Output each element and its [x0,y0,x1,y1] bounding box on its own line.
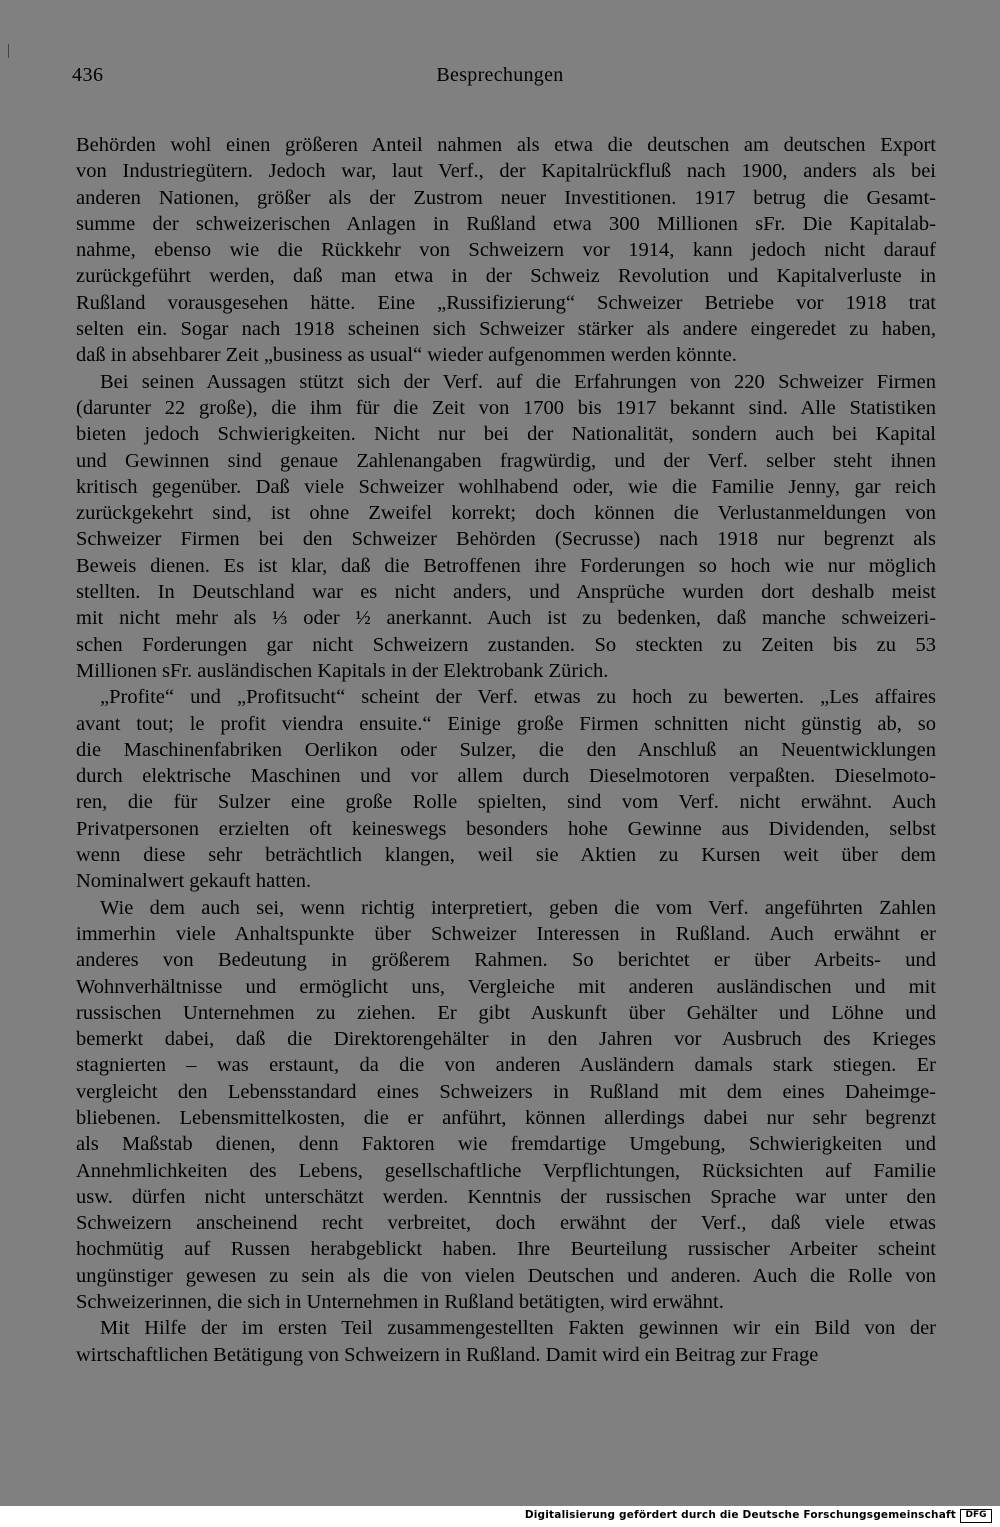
paragraph [76,132,936,369]
text-line: summe der schweizerischen Anlagen in Rußland etwa 300 Millionen sFr. Die Kapitalab- [76,212,936,235]
text-line: anderes von Bedeutung in größerem Rahmen. So berichtet er über Arbeits- und [76,949,936,972]
text-line: wenn diese sehr beträchtlich klangen, weil sie Aktien zu Kursen weit über dem [76,844,936,867]
text-line: Schweizerinnen, die sich in Unternehmen in Rußland betätigten, wird erwähnt. [76,1291,724,1314]
text-line: ungünstiger gewesen zu sein als die von vielen Deutschen und anderen. Auch die Rolle von [76,1264,936,1287]
text-line: Millionen sFr. ausländischen Kapitals in der Elektrobank Zürich. [76,659,609,682]
text-line: schen Forderungen gar nicht Schweizern zustanden. So steckten zu Zeiten bis zu 53 [76,633,936,656]
text-line: Schweizer Firmen bei den Schweizer Behörden (Secrusse) nach 1918 nur begrenzt als [76,528,936,551]
text-line: die Maschinenfabriken Oerlikon oder Sulzer, die den Anschluß an Neuentwicklungen [76,738,936,761]
text-line: als Maßstab dienen, denn Faktoren wie fremdartige Umgebung, Schwierigkeiten und [76,1133,936,1156]
text-line: Mit Hilfe der im ersten Teil zusammengestellten Fakten gewinnen wir ein Bild von der [100,1317,936,1340]
text-line: vergleicht den Lebensstandard eines Schweizers in Rußland mit dem eines Daheimge- [76,1080,936,1103]
text-line: zurückgekehrt sind, ist ohne Zweifel korrekt; doch können die Verlustanmeldungen von [76,502,936,525]
text-line: Annehmlichkeiten des Lebens, gesellschaftliche Verpflichtungen, Rücksichten auf Familie [76,1159,936,1182]
text-line: daß in absehbarer Zeit „business as usual“ wieder aufgenommen werden könnte. [76,344,737,367]
paragraph [76,684,936,894]
text-line: Schweizern anscheinend recht verbreitet, doch erwähnt der Verf., daß viele etwas [76,1212,936,1235]
running-head: Besprechungen [436,64,564,86]
text-line: stagnierten – was erstaunt, da die von anderen Ausländern damals stark stiegen. Er [76,1054,936,1077]
text-line: von Industriegütern. Jedoch war, laut Verf., der Kapitalrückfluß nach 1900, anders als bei [76,160,936,183]
page-number: 436 [72,64,104,86]
text-line: Wohnverhältnisse und ermöglicht uns, Vergleiche mit anderen ausländischen und mit [76,975,936,998]
text-line: „Profite“ und „Profitsucht“ scheint der Verf. etwas zu hoch zu bewerten. „Les affaires [100,686,936,709]
text-line: Rußland vorausgesehen hätte. Eine „Russifizierung“ Schweizer Betriebe vor 1918 trat [76,291,936,314]
text-line: immerhin viele Anhaltspunkte über Schweizer Interessen in Rußland. Auch erwähnt er [76,922,936,945]
text-line: avant tout; le profit viendra ensuite.“ Einige große Firmen schnitten nicht günstig ab, so [76,712,936,735]
text-line: bemerkt dabei, daß die Direktorengehälter in den Jahren vor Ausbruch des Krieges [76,1028,936,1051]
text-line: durch elektrische Maschinen und vor allem durch Dieselmotoren verpaßten. Dieselmoto- [76,765,936,788]
text-line: bliebenen. Lebensmittelkosten, die er anführt, können allerdings dabei nur sehr begrenzt [76,1106,936,1129]
body-text [76,132,936,1368]
text-line: Wie dem auch sei, wenn richtig interpretiert, geben die vom Verf. angeführten Zahlen [100,896,936,919]
text-line: Behörden wohl einen größeren Anteil nahmen als etwa die deutschen am deutschen Export [76,134,936,156]
text-line: Nominalwert gekauft hatten. [76,870,312,893]
text-line: Bei seinen Aussagen stützt sich der Verf. auf die Erfahrungen von 220 Schweizer Firmen [100,370,936,393]
text-line: ren, die für Sulzer eine große Rolle spielten, sind vom Verf. nicht erwähnt. Auch [76,791,936,814]
paragraph [76,895,936,1316]
text-line: kritisch gegenüber. Daß viele Schweizer wohlhabend oder, wie die Familie Jenny, gar reich [76,475,936,498]
text-line: zurückgeführt werden, daß man etwa in der Schweiz Revolution und Kapitalverluste in [76,265,936,288]
text-line: nahme, ebenso wie die Rückkehr von Schweizern vor 1914, kann jedoch nicht darauf [76,239,936,262]
text-line: wirtschaftlichen Betätigung von Schweizern in Rußland. Damit wird ein Beitrag zur Frage [76,1343,819,1366]
text-line: (darunter 22 große), die ihm für die Zeit von 1700 bis 1917 bekannt sind. Alle Statistiken [76,396,936,419]
text-line: mit nicht mehr als ⅓ oder ½ anerkannt. Auch ist zu bedenken, daß manche schweizeri- [76,607,936,630]
paragraph [76,369,936,685]
text-line: russischen Unternehmen zu ziehen. Er gibt Auskunft über Gehälter und Löhne und [76,1001,936,1024]
footer-credit: Digitalisierung gefördert durch die Deutsche Forschungsgemeinschaft [524,1509,956,1521]
text-line: anderen Nationen, größer als der Zustrom neuer Investitionen. 1917 betrug die Gesamt- [76,186,936,209]
dfg-logo: DFG [960,1509,992,1523]
text-line: usw. dürfen nicht unterschätzt werden. Kenntnis der russischen Sprache war unter den [76,1185,936,1208]
text-line: und Gewinnen sind genaue Zahlenangaben fragwürdig, und der Verf. selber steht ihnen [76,449,936,472]
paragraph [76,1315,936,1368]
text-line: selten ein. Sogar nach 1918 scheinen sich Schweizer stärker als andere eingeredet zu haben, [76,318,936,341]
text-line: hochmütig auf Russen herabgeblickt haben. Ihre Beurteilung russischer Arbeiter scheint [76,1238,936,1261]
text-line: Beweis dienen. Es ist klar, daß die Betroffenen ihre Forderungen so hoch wie nur möglich [76,554,936,577]
text-line: bieten jedoch Schwierigkeiten. Nicht nur bei der Nationalität, sondern auch bei Kapital [76,423,936,446]
text-line: Privatpersonen erzielten oft keineswegs besonders hohe Gewinne aus Dividenden, selbst [76,817,936,840]
margin-mark [8,44,9,58]
text-line: stellten. In Deutschland war es nicht anders, und Ansprüche wurden dort deshalb meist [76,581,936,604]
